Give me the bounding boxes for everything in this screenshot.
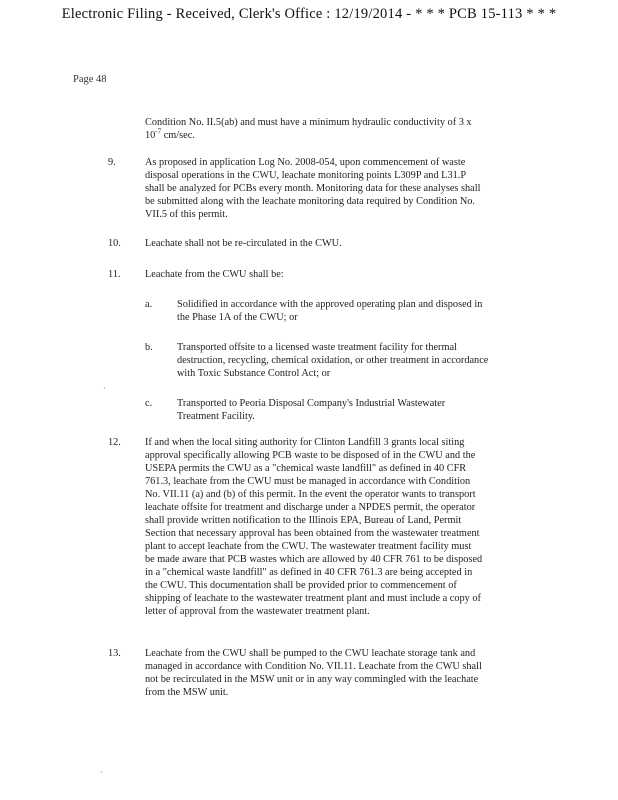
- scan-speck: ·: [100, 768, 103, 777]
- paragraph-line: Transported to Peoria Disposal Company's Industrial Wastewater: [177, 398, 446, 409]
- paragraph-line: shall be analyzed for PCBs every month. Monitoring data for these analyses shall: [145, 183, 481, 194]
- item-number: 11.: [108, 269, 121, 280]
- subitem-c-paragraph: [177, 397, 445, 423]
- paragraph-line: Leachate from the CWU shall be:: [145, 269, 284, 280]
- item-9-paragraph: [145, 156, 480, 221]
- subitem-a-paragraph: [177, 298, 482, 324]
- paragraph-line: Leachate shall not be re-circulated in the CWU.: [145, 238, 342, 249]
- item-13-paragraph: [145, 647, 482, 699]
- paragraph-line: be made aware that PCB wastes which are allowed by 40 CFR 761 to be disposed: [145, 554, 483, 565]
- unit-text: cm/sec.: [161, 130, 195, 141]
- paragraph-line: the CWU. This documentation shall be provided prior to commencement of: [145, 580, 457, 591]
- paragraph-line: shipping of leachate to the wastewater treatment plant and must include a copy of: [145, 593, 481, 604]
- paragraph-line: leachate offsite for treatment and discharge under a NPDES permit, the operator: [145, 502, 476, 513]
- paragraph-line: with Toxic Substance Control Act; or: [177, 368, 331, 379]
- page-number: Page 48: [73, 74, 107, 85]
- paragraph-line: Leachate from the CWU shall be pumped to the CWU leachate storage tank and: [145, 648, 476, 659]
- paragraph-line: As proposed in application Log No. 2008-054, upon commencement of waste: [145, 157, 466, 168]
- paragraph-line: Solidified in accordance with the approved operating plan and disposed in: [177, 299, 483, 310]
- continuation-line: Condition No. II.5(ab) and must have a minimum hydraulic conductivity of 3 x: [145, 117, 472, 128]
- exponent: -7: [155, 127, 162, 136]
- paragraph-line: plant to accept leachate from the CWU. The wastewater treatment facility must: [145, 541, 472, 552]
- item-10-paragraph: [145, 237, 342, 250]
- subitem-letter: a.: [145, 299, 153, 310]
- exponent-base: 10: [145, 130, 156, 141]
- paragraph-line: No. VII.11 (a) and (b) of this permit. In the event the operator wants to transport: [145, 489, 476, 500]
- paragraph-line: Treatment Facility.: [177, 411, 255, 422]
- scan-speck: ·: [103, 384, 106, 393]
- paragraph-line: approval specifically allowing PCB waste to be disposed of in the CWU and the: [145, 450, 476, 461]
- paragraph-line: letter of approval from the wastewater treatment plant.: [145, 606, 370, 617]
- continuation-paragraph: [145, 116, 472, 142]
- item-number: 9.: [108, 157, 116, 168]
- continuation-line: [145, 129, 472, 142]
- paragraph-line: Section that necessary approval has been obtained from the wastewater treatment: [145, 528, 480, 539]
- paragraph-line: VII.5 of this permit.: [145, 209, 228, 220]
- paragraph-line: USEPA permits the CWU as a "chemical waste landfill" as defined in 40 CFR: [145, 463, 467, 474]
- item-number: 13.: [108, 648, 121, 659]
- paragraph-line: shall provide written notification to the Illinois EPA, Bureau of Land, Permit: [145, 515, 462, 526]
- paragraph-line: from the MSW unit.: [145, 687, 229, 698]
- paragraph-line: disposal operations in the CWU, leachate monitoring points L309P and L31.P: [145, 170, 467, 181]
- paragraph-line: be submitted along with the leachate monitoring data required by Condition No.: [145, 196, 475, 207]
- paragraph-line: 761.3, leachate from the CWU must be managed in accordance with Condition: [145, 476, 471, 487]
- paragraph-line: not be recirculated in the MSW unit or in any way commingled with the leachate: [145, 674, 479, 685]
- paragraph-line: in a "chemical waste landfill" as defined in 40 CFR 761.3 are being accepted in: [145, 567, 473, 578]
- filing-header: Electronic Filing - Received, Clerk's Office : 12/19/2014 - * * * PCB 15-113 * * *: [61, 6, 557, 22]
- subitem-letter: b.: [145, 342, 153, 353]
- paragraph-line: the Phase 1A of the CWU; or: [177, 312, 298, 323]
- paragraph-line: Transported offsite to a licensed waste treatment facility for thermal: [177, 342, 457, 353]
- item-number: 12.: [108, 437, 121, 448]
- subitem-letter: c.: [145, 398, 153, 409]
- item-11-paragraph: [145, 268, 284, 281]
- item-number: 10.: [108, 238, 121, 249]
- paragraph-line: managed in accordance with Condition No. VII.11. Leachate from the CWU shall: [145, 661, 482, 672]
- subitem-b-paragraph: [177, 341, 488, 380]
- item-12-paragraph: [145, 436, 482, 618]
- paragraph-line: If and when the local siting authority for Clinton Landfill 3 grants local siting: [145, 437, 465, 448]
- paragraph-line: destruction, recycling, chemical oxidation, or other treatment in accordance: [177, 355, 489, 366]
